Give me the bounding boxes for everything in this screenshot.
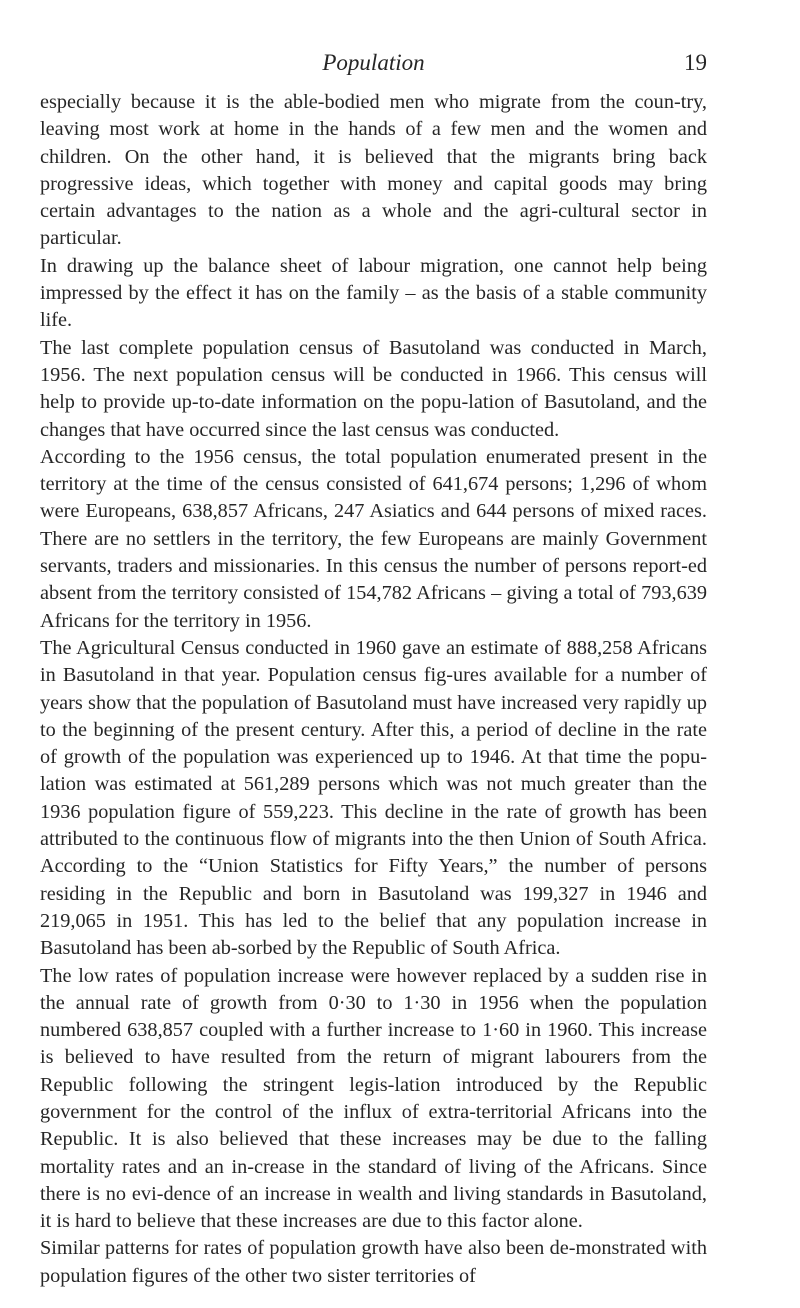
paragraph-labour-migration-effects: especially because it is the able-bodied men who migrate from the coun-try, leaving most work at home in the hands of a few men and the women and children. On the other hand, it is believed that the migrants bring back progressive ideas, which together with money and capital goods may bring certain advantages to the nation as a whole and the agri-cultural sector in particular.: [40, 91, 707, 250]
paragraph-last-census: The last complete population census of Basutoland was conducted in March, 1956. The next population census will be conducted in 1966. This census will help to provide up-to-date information on the popu-lation of Basutoland, and the changes that have occurred since the last census was conducted.: [40, 336, 707, 441]
paragraph-growth-rates: The low rates of population increase were however replaced by a sudden rise in the annual rate of growth from 0·30 to 1·30 in 1956 when the population numbered 638,857 coupled with a further increase to 1·60 in 1960. This increase is believed to have resulted from the return of migrant labourers from the Republic following the stringent legis-lation introduced by the Republic government for the control of the influx of extra-territorial Africans into the Republic. It is also believed that these increases may be due to the falling mortality rates and an in-crease in the standard of living of the Africans. Since there is no evi-dence of an increase in wealth and living standards in Basutoland, it is hard to believe that these increases are due to this factor alone.: [40, 964, 707, 1233]
paragraph-agricultural-census: The Agricultural Census conducted in 1960 gave an estimate of 888,258 Africans in Basutoland in that year. Population census fig-ures available for a number of years show that the population of Basutoland must have increased very rapidly up to the beginning of the present century. After this, a period of decline in the rate of growth of the population was experienced up to 1946. At that time the popu-lation was estimated at 561,289 persons which was not much greater than the 1936 population figure of 559,223. This decline in the rate of growth has been attributed to the continuous flow of migrants into the then Union of South Africa. According to the “Union Statistics for Fifty Years,” the number of persons residing in the Republic and born in Basutoland was 199,327 in 1946 and 219,065 in 1951. This has led to the belief that any population increase in Basutoland has been ab-sorbed by the Republic of South Africa.: [40, 636, 707, 960]
paragraph-balance-sheet: In drawing up the balance sheet of labour migration, one cannot help being impressed by the effect it has on the family – as the basis of a stable community life.: [40, 254, 707, 332]
body-text: [40, 89, 707, 1290]
page-number: 19: [684, 50, 707, 75]
paragraph-1956-census: According to the 1956 census, the total population enumerated present in the territory at the time of the census consisted of 641,674 persons; 1,296 of whom were Europeans, 638,857 Africans, 247 Asiatics and 644 persons of mixed races. There are no settlers in the territory, the few Europeans are mainly Government servants, traders and missionaries. In this census the number of persons report-ed absent from the territory consisted of 154,782 Africans – giving a total of 793,639 Africans for the territory in 1956.: [40, 445, 707, 632]
running-title: Population: [322, 50, 425, 75]
paragraph-sister-territories: Similar patterns for rates of population growth have also been de-monstrated with population figures of the other two sister territories of: [40, 1237, 707, 1287]
page-header: [40, 48, 707, 84]
